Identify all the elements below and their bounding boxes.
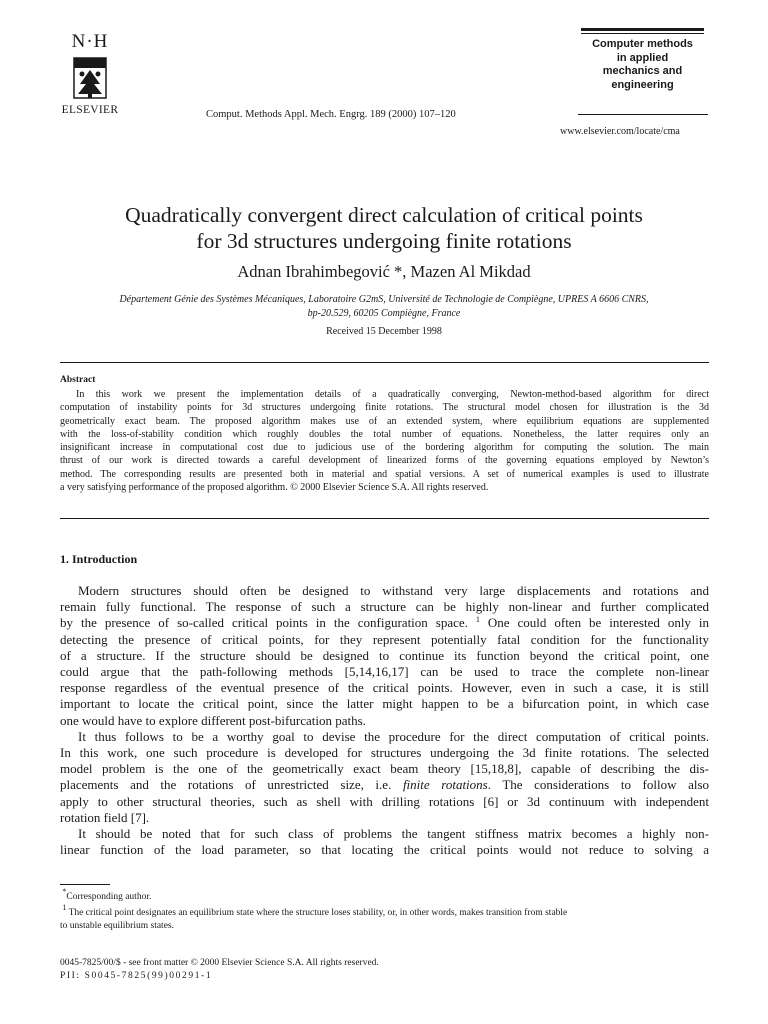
body-line: In this work, one such procedure is developed for structures undergoing the 3d finite rotations. The selected: [60, 745, 709, 761]
body-text: . The considerations to follow also: [487, 777, 710, 793]
abstract-line: insignificant increase in computational cost due to judicious use of the bordering algorithm for computing the solution. The main: [60, 442, 709, 454]
section-heading-introduction: 1. Introduction: [60, 552, 138, 566]
body-line: It should be noted that for such class of problems the tangent stiffness matrix becomes a highly non-: [78, 826, 709, 842]
abstract-line: In this work we present the implementation details of a quadratically converging, Newton-method-based algorithm for direct: [76, 389, 709, 400]
body-text: by the presence of so-called critical points in the configuration space.: [60, 615, 468, 631]
body-line: of a structure. If the structure should be designed to continue its function beyond the critical point, one: [60, 647, 709, 663]
footnote-corresponding: [60, 887, 709, 904]
body-line: detecting the presence of critical points, for they represent potentially fatal condition for the functionality: [60, 631, 709, 647]
body-line: rotation field [7].: [60, 809, 150, 825]
copyright-line: 0045-7825/00/$ - see front matter © 2000 Elsevier Science S.A. All rights reserved.: [60, 958, 379, 968]
authors: Adnan Ibrahimbegović *, Mazen Al Mikdad: [237, 262, 531, 281]
footnote-rule: [60, 884, 110, 885]
footnote-1-mark: 1: [62, 903, 67, 912]
introduction-body: [60, 583, 709, 858]
affiliation-line: Département Génie des Systèmes Mécaniques, Laboratoire G2mS, Université de Technologie de Compiègne, UPRES A 6606 CNRS,: [119, 294, 649, 305]
title-line: Quadratically convergent direct calculation of critical points: [125, 203, 643, 227]
affiliation-line: bp-20.529, 60205 Compiègne, France: [307, 308, 461, 319]
body-text: One could often be interested only in: [487, 615, 710, 631]
body-line: response regardless of the eventual presence of the critical points. However, even in such a case, it is still: [60, 680, 709, 696]
received-date: Received 15 December 1998: [326, 326, 442, 337]
body-text: placements and the rotations of unrestricted size, i.e.: [60, 777, 392, 793]
affiliation: [52, 293, 716, 321]
abstract-line: geometrically exact beam. The proposed algorithm makes use of an extended system, where equilibrium equations are supplemented: [60, 415, 709, 427]
body-line: model problem is the one of the geometrically exact beam theory [15,18,8], capable of describing the dis-: [60, 761, 709, 777]
journal-name-line: engineering: [611, 78, 674, 91]
footnote-star-mark: *: [62, 887, 67, 896]
body-line: remain fully functional. The response of such a structure can be highly non-linear and further complicated: [60, 599, 709, 615]
journal-title-block: [581, 28, 704, 92]
pii-line: PII: S0045-7825(99)00291-1: [60, 971, 213, 981]
abstract-text: [60, 388, 709, 494]
journal-name: [581, 38, 704, 92]
footnote-line: [60, 903, 709, 920]
abstract-line: a very satisfying performance of the proposed algorithm. © 2000 Elsevier Science S.A. All rights reserved.: [60, 482, 489, 494]
journal-url[interactable]: www.elsevier.com/locate/cma: [560, 126, 680, 137]
body-line: one would have to explore different post-bifurcation paths.: [60, 712, 366, 728]
journal-name-line: Computer methods: [592, 38, 693, 50]
journal-rule-thin: [581, 33, 704, 34]
publisher-name: ELSEVIER: [61, 104, 119, 116]
abstract-heading: Abstract: [60, 375, 96, 385]
body-line: Modern structures should often be designed to withstand very large displacements and rotations and: [78, 583, 709, 598]
footnote-1: [60, 903, 709, 932]
body-line: linear function of the load parameter, so that locating the critical points would not reduce to solving a: [60, 842, 709, 858]
footnote-text: The critical point designates an equilibrium state where the structure loses stability, or, in other words, makes transition from stable: [68, 908, 568, 918]
footnote-text: Corresponding author.: [66, 892, 152, 902]
abstract-line: thrust of our work is directed towards a careful development of linearized forms of the governing equations employed by Newton’s: [60, 455, 709, 467]
body-emphasis: finite rotations: [402, 777, 488, 793]
copyright-block: [60, 957, 379, 983]
article-title: [40, 202, 728, 254]
body-line: could argue that the path-following methods [5,14,16,17] can be used to trace the complete non-linear: [60, 664, 709, 680]
journal-bottom-rule: [578, 114, 708, 115]
publisher-mark: N·H: [71, 31, 109, 52]
elsevier-tree-icon: [70, 54, 110, 102]
footnote-line: to unstable equilibrium states.: [60, 920, 174, 931]
journal-name-line: in applied: [616, 51, 669, 64]
publisher-logo: [52, 32, 128, 116]
journal-rule-thick: [581, 28, 704, 31]
abstract-line: with the loss-of-stability condition which roughly doubles the total number of equations. Nonetheless, the latter requires only an: [60, 428, 709, 440]
abstract-top-rule: [60, 362, 709, 363]
title-line: for 3d structures undergoing finite rotations: [196, 229, 572, 253]
footnote-ref-1[interactable]: 1: [475, 615, 480, 625]
journal-citation: Comput. Methods Appl. Mech. Engrg. 189 (2000) 107–120: [206, 109, 456, 120]
body-line: [60, 615, 709, 631]
abstract-line: computation of instability points for 3d structures undergoing finite rotations. The structural model chosen for illustration is the 3d: [60, 402, 709, 414]
journal-name-line: mechanics and: [602, 65, 683, 77]
body-line: important to locate the critical point, since the latter might happen to be a bifurcation point, in which case: [60, 696, 709, 712]
body-line: [60, 777, 709, 793]
abstract-line: method. The corresponding results are presented both in material and spatial versions. A set of numerical examples is used to illustrate: [60, 468, 709, 480]
body-line: It thus follows to be a worthy goal to devise the procedure for the direct computation of critical points.: [78, 728, 709, 744]
body-line: apply to other structural theories, such as shell with drilling rotations [6] or 3d continuum with independent: [60, 793, 709, 809]
abstract-bottom-rule: [60, 518, 709, 519]
